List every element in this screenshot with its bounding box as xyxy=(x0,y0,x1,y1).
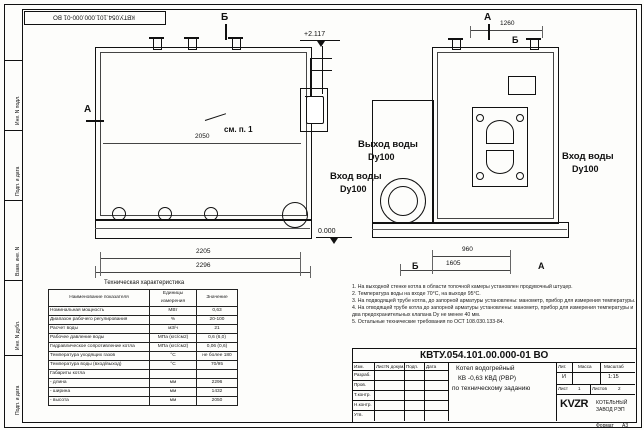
spec-cell-2-1: м3/ч xyxy=(150,325,197,334)
stamp-field-lit: Лит. xyxy=(558,364,567,369)
stamp-role-div-3 xyxy=(352,400,448,401)
spec-cell-8-2: 2296 xyxy=(197,379,238,388)
section-arrow-b-top xyxy=(225,24,227,40)
stamp-lit-value: И xyxy=(562,374,566,380)
margin-label-4: Подп. и дата xyxy=(15,385,21,415)
top-left-code-text: КВТУ.054.101.000.000-01 ВО xyxy=(53,13,135,21)
section-letter-a-bottom: A xyxy=(538,261,545,271)
spec-cell-0-2: 0,63 xyxy=(197,307,238,316)
right-top-nozzle-2-flange xyxy=(526,38,541,40)
left-margin-divider-1 xyxy=(4,60,22,61)
margin-label-2: Взам. инв. N xyxy=(15,246,21,276)
spec-header-row xyxy=(49,290,238,307)
top-nozzle-3-flange xyxy=(228,37,243,39)
note-2: 2. Температура воды на входе 70°С, на выходе 95°С. xyxy=(352,291,481,298)
front-plate-bolt-2 xyxy=(516,172,524,180)
left-margin-divider-2 xyxy=(4,130,22,131)
spec-header-cell-0: Наименование показателя xyxy=(49,290,150,307)
spec-cell-3-2: 0,6 (6,0) xyxy=(197,334,238,343)
spec-row xyxy=(49,388,238,397)
spec-cell-1-1: % xyxy=(150,316,197,325)
callout-water-inlet-dn: Dy100 xyxy=(340,184,367,194)
stamp-role-div-1 xyxy=(352,380,448,381)
right-view-skid-center xyxy=(372,229,567,230)
level-top-label: +2.117 xyxy=(304,31,326,38)
stamp-sheet-value: 1 xyxy=(578,386,581,391)
spec-cell-6-2: 70/95 xyxy=(197,361,238,370)
spec-cell-9-1: мм xyxy=(150,388,197,397)
stamp-col-div-1 xyxy=(374,362,375,421)
spec-row xyxy=(49,343,238,352)
dim-ext-960-left xyxy=(432,250,433,274)
company-logo: KVZR xyxy=(560,398,588,410)
front-plate-bolt-4 xyxy=(476,172,484,180)
spec-cell-8-1: мм xyxy=(150,379,197,388)
dim-line-2050 xyxy=(103,143,301,144)
dim-ext-left-1 xyxy=(100,252,101,276)
stamp-col-header-1: Лист xyxy=(376,364,386,369)
stamp-role-div-4 xyxy=(352,410,448,411)
spec-cell-2-0: Расчет воды xyxy=(49,325,150,334)
stamp-col-header-2: N докум. xyxy=(386,364,405,369)
spec-cell-0-0: Номинальная мощность xyxy=(49,307,150,316)
dim-line-2205 xyxy=(100,258,300,259)
stamp-mass-div xyxy=(600,362,601,384)
stamp-sheet-label: Лист xyxy=(558,386,568,391)
spec-cell-9-2: 1432 xyxy=(197,388,238,397)
spec-cell-10-0: - высота xyxy=(49,397,150,406)
spec-cell-1-2: 20-100 xyxy=(197,316,238,325)
level-top-arrow xyxy=(317,41,325,47)
spec-row xyxy=(49,361,238,370)
spec-cell-5-2: не более 180 xyxy=(197,352,238,361)
section-arrow-a-top xyxy=(488,24,490,40)
note-5: 5. Остальные технические требования по ОСТ 108.030.133-84. xyxy=(352,319,505,326)
stamp-field-mass: Масса xyxy=(578,364,592,369)
right-view-skid xyxy=(372,222,569,238)
spec-cell-3-0: Рабочее давление воды xyxy=(49,334,150,343)
callout-water-inlet: Вход воды xyxy=(330,171,382,182)
spec-cell-10-2: 2050 xyxy=(197,397,238,406)
company-line-2: ЗАВОД РЭП xyxy=(596,407,625,413)
object-line-1: Котел водогрейный xyxy=(456,365,515,372)
front-plate-opening-lower xyxy=(486,150,514,174)
spec-cell-0-1: МВт xyxy=(150,307,197,316)
riser-branch-1 xyxy=(310,58,332,59)
dim-ext-right-1 xyxy=(300,252,301,276)
drawing-number: КВТУ.054.101.00.000-01 ВО xyxy=(420,350,549,361)
support-roller-3 xyxy=(204,207,218,221)
front-plate-bolt-1 xyxy=(516,114,524,122)
stamp-lit-div xyxy=(572,362,573,384)
spec-row xyxy=(49,307,238,316)
right-top-nozzle-1-flange xyxy=(448,38,463,40)
spec-table-title: Техническая характеристика xyxy=(104,280,185,286)
spec-cell-9-0: - ширина xyxy=(49,388,150,397)
spec-cell-4-0: Гидравлическое сопротивление котла xyxy=(49,343,150,352)
dim-1605: 1605 xyxy=(446,260,461,267)
note-3: 3. На подводящей трубе котла, до запорной арматуры установлены: манометр, прибор для измерения температуры. xyxy=(352,298,636,305)
dim-2296: 2296 xyxy=(196,262,211,269)
section-letter-b-right: Б xyxy=(512,35,519,45)
dim-ext-1605-left xyxy=(400,264,401,276)
stamp-sheetnum-div xyxy=(590,384,591,394)
dim-ext-1260-left xyxy=(470,26,471,38)
stamp-scale-value: 1:15 xyxy=(608,374,619,380)
dim-line-960 xyxy=(432,256,510,257)
spec-cell-5-0: Температура уходящих газов xyxy=(49,352,150,361)
stamp-role-0: Разраб. xyxy=(354,372,371,377)
format-value: А3 xyxy=(622,423,629,429)
spec-cell-10-1: мм xyxy=(150,397,197,406)
spec-cell-6-1: °С xyxy=(150,361,197,370)
spec-cell-4-2: 0,06 (0,6) xyxy=(197,343,238,352)
section-letter-a-top: A xyxy=(484,12,492,23)
spec-row xyxy=(49,379,238,388)
stamp-col-header-0: Изм. xyxy=(354,364,364,369)
left-margin-column xyxy=(4,9,23,421)
left-margin-divider-4 xyxy=(4,280,22,281)
front-plate-opening-upper xyxy=(486,120,514,144)
support-roller-1 xyxy=(112,207,126,221)
spec-cell-3-1: МПа (кгс/см2) xyxy=(150,334,197,343)
margin-label-1: Подп. и дата xyxy=(15,166,21,196)
callout-water-inlet-right: Вход воды xyxy=(562,151,614,162)
dim-ext-1260-right xyxy=(542,26,543,38)
spec-cell-7-2 xyxy=(197,370,238,379)
section-arrow-a-left xyxy=(86,120,104,122)
stamp-role-div-2 xyxy=(352,390,448,391)
dim-ext-right-2 xyxy=(310,266,311,278)
spec-row xyxy=(49,352,238,361)
left-margin-divider-3 xyxy=(4,200,22,201)
spec-header-cell-2: Значение xyxy=(197,290,238,307)
right-view-flue-inner xyxy=(388,186,418,216)
left-margin-divider-5 xyxy=(4,355,22,356)
object-line-3: по техническому заданию xyxy=(452,385,531,392)
flue-outlet-circle xyxy=(282,202,308,228)
control-box xyxy=(508,76,536,95)
front-plate-bolt-3 xyxy=(476,114,484,122)
stamp-sheets-value: 2 xyxy=(618,386,621,391)
riser-branch-2 xyxy=(310,70,332,71)
level-zero-label: 0.000 xyxy=(318,228,336,235)
callout-water-outlet-dn: Dy100 xyxy=(368,152,395,162)
stamp-role-div-0 xyxy=(352,370,448,371)
stamp-role-4: Утв. xyxy=(354,412,363,417)
spec-row xyxy=(49,370,238,379)
dim-line-1260 xyxy=(470,30,542,31)
stamp-litmass-div xyxy=(556,372,635,373)
spec-cell-1-0: Диапазон рабочего регулирования xyxy=(49,316,150,325)
stamp-role-2: Т.контр. xyxy=(354,392,371,397)
format-label: Формат xyxy=(596,423,614,429)
company-line-1: КОТЕЛЬНЫЙ xyxy=(596,400,628,406)
burner-body xyxy=(306,96,324,124)
section-letter-b-bottom: Б xyxy=(412,261,419,271)
dim-1260: 1260 xyxy=(500,20,515,27)
notes-block xyxy=(352,284,636,326)
spec-cell-7-1 xyxy=(150,370,197,379)
spec-cell-8-0: - длина xyxy=(49,379,150,388)
section-letter-b-top: Б xyxy=(221,12,229,23)
stamp-col-header-4: Дата xyxy=(426,364,437,369)
note-1: 1. На выходной стенке котла в области топочной камеры установлен продувочный штуцер. xyxy=(352,284,573,290)
spec-row xyxy=(49,334,238,343)
dim-line-2296 xyxy=(95,272,310,273)
margin-label-3: Инв. N дубл. xyxy=(15,320,21,350)
level-zero-arrow xyxy=(330,238,338,244)
dim-ext-960-right xyxy=(510,250,511,274)
spec-cell-5-1: °С xyxy=(150,352,197,361)
stamp-role-3: Н.контр. xyxy=(354,402,372,407)
spec-row xyxy=(49,325,238,334)
support-roller-2 xyxy=(158,207,172,221)
stamp-col-div-3 xyxy=(424,362,425,421)
boiler-skid-frame xyxy=(95,219,312,239)
dim-960: 960 xyxy=(462,246,473,253)
spec-cell-4-1: МПа (кгс/см2) xyxy=(150,343,197,352)
spec-row xyxy=(49,316,238,325)
callout-water-outlet: Выход воды xyxy=(358,139,418,150)
margin-label-0: Инв. N подл. xyxy=(15,95,21,125)
technical-spec-table xyxy=(48,289,238,406)
dim-2205: 2205 xyxy=(196,248,211,255)
spec-cell-7-0: Габариты котла xyxy=(49,370,150,379)
callout-water-inlet-right-dn: Dy100 xyxy=(572,164,599,174)
object-line-2: КВ -0,63 КВД (РВР) xyxy=(458,375,517,382)
callout-see-item-1: см. п. 1 xyxy=(224,125,253,134)
stamp-field-scale: Масштаб xyxy=(604,364,624,369)
spec-cell-2-2: 21 xyxy=(197,325,238,334)
section-letter-a-left: A xyxy=(84,104,92,115)
stamp-col-header-3: Подп. xyxy=(406,364,419,369)
stamp-role-1: Пров. xyxy=(354,382,367,387)
dim-2050: 2050 xyxy=(195,133,210,140)
stamp-col-div-2 xyxy=(404,362,405,421)
top-nozzle-1-flange xyxy=(149,37,164,39)
spec-header-cell-1: Единицы измерения xyxy=(150,290,197,307)
top-nozzle-2-flange xyxy=(184,37,199,39)
spec-row xyxy=(49,397,238,406)
stamp-sheets-label: Листов xyxy=(592,386,607,391)
spec-cell-6-0: Температура воды (вход/выход) xyxy=(49,361,150,370)
note-4: 4. На отводящей трубе котла до запорной арматуры установлены: манометр, прибор для измерения температуры и два предохранительных клапана Dy не менее 40 мм. xyxy=(352,305,634,319)
skid-center-line xyxy=(95,228,310,229)
stamp-company-div xyxy=(556,394,635,395)
dim-ext-left-2 xyxy=(95,266,96,278)
stamp-sheet-div xyxy=(556,384,635,385)
